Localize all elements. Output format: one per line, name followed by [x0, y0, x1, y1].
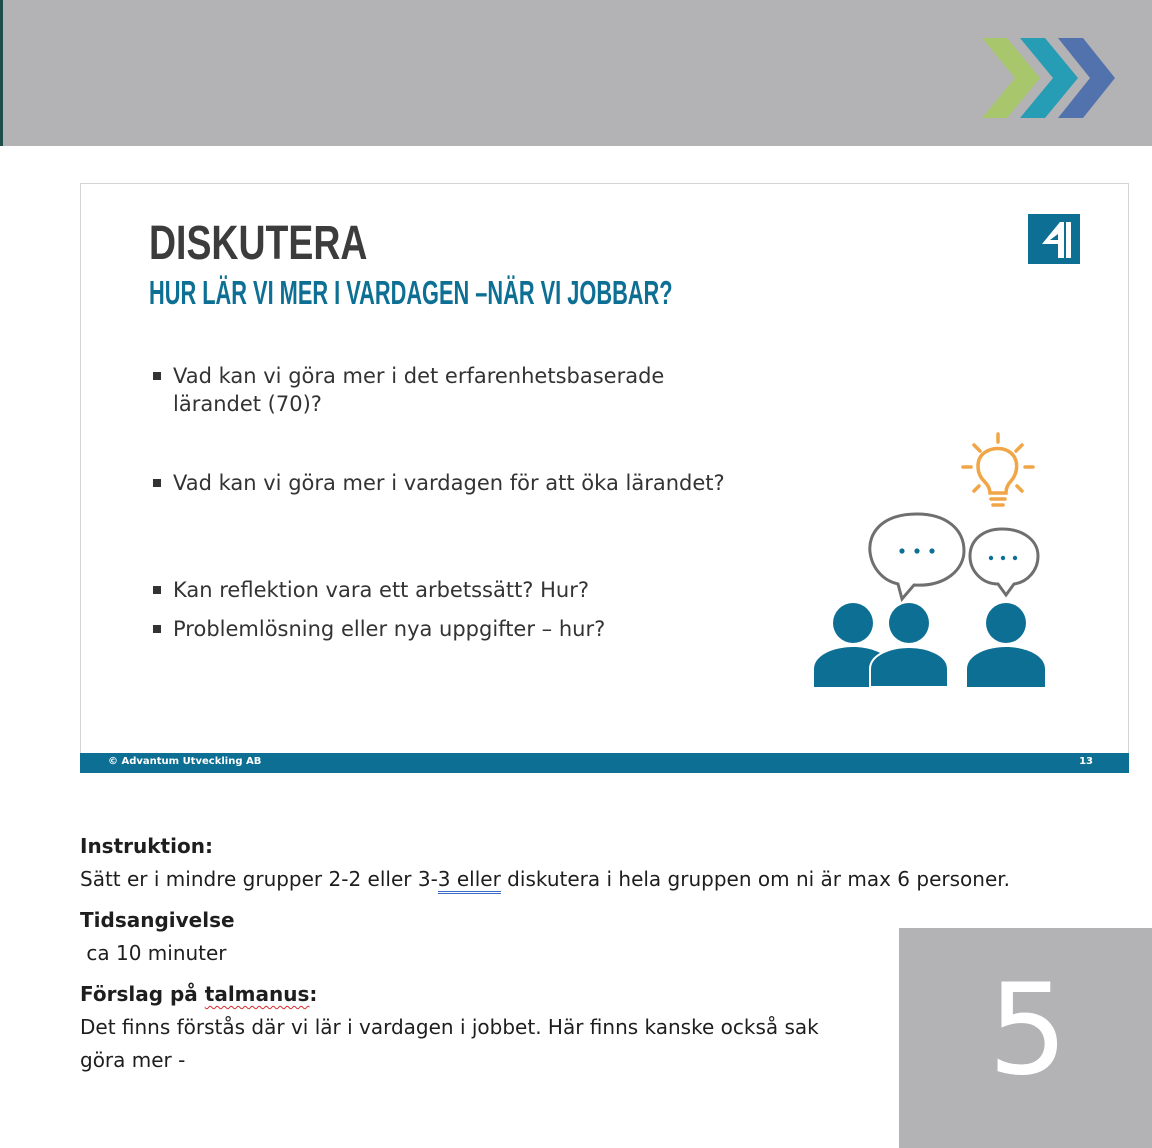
bullet-item: Kan reflektion vara ett arbetssätt? Hur? [153, 576, 773, 604]
time-heading: Tidsangivelse [80, 908, 235, 932]
instruction-text-part: Sätt er i mindre grupper 2-2 eller 3- [80, 867, 438, 891]
instruction-text [80, 863, 1070, 896]
script-heading-part: : [309, 982, 318, 1006]
footer-copyright: © Advantum Utveckling AB [108, 756, 262, 767]
time-text: ca 10 minuter [80, 941, 227, 965]
speech-bubble-icon [870, 514, 964, 599]
lightbulb-icon [963, 434, 1033, 505]
instruction-heading: Instruktion: [80, 834, 213, 858]
script-text-line: Det finns förstås där vi lär i vardagen i jobbet. Här finns kanske också sak [80, 1015, 819, 1039]
bullet-item: Problemlösning eller nya uppgifter – hur? [153, 615, 773, 643]
page-number: 5 [987, 956, 1069, 1103]
bullet-item: Vad kan vi göra mer i vardagen för att öka lärandet? [153, 469, 733, 497]
slide-subtitle: HUR LÄR VI MER I VARDAGEN –NÄR VI JOBBAR? [149, 274, 673, 311]
advantum-logo-icon [1028, 214, 1080, 264]
slide [80, 183, 1129, 773]
slide-title: DISKUTERA [149, 217, 368, 270]
script-text-line: göra mer - [80, 1048, 186, 1072]
bullet-item: Vad kan vi göra mer i det erfarenhetsbaserade lärandet (70)? [153, 362, 733, 418]
chevrons-logo-icon [960, 30, 1120, 130]
people-icon [814, 603, 1045, 687]
footer-page-number: 13 [1079, 756, 1093, 767]
slide-footer [80, 753, 1129, 773]
instruction-text-part: diskutera i hela gruppen om ni är max 6 personer. [500, 867, 1010, 891]
page-number-box [899, 928, 1152, 1148]
script-heading-part: Förslag på [80, 982, 205, 1006]
grammar-flagged-text[interactable]: 3 eller [438, 867, 501, 894]
speech-bubble-icon [970, 529, 1038, 595]
discussion-illustration [806, 429, 1056, 694]
left-edge-strip [0, 0, 3, 146]
spelling-flagged-word[interactable]: talmanus [204, 982, 310, 1006]
